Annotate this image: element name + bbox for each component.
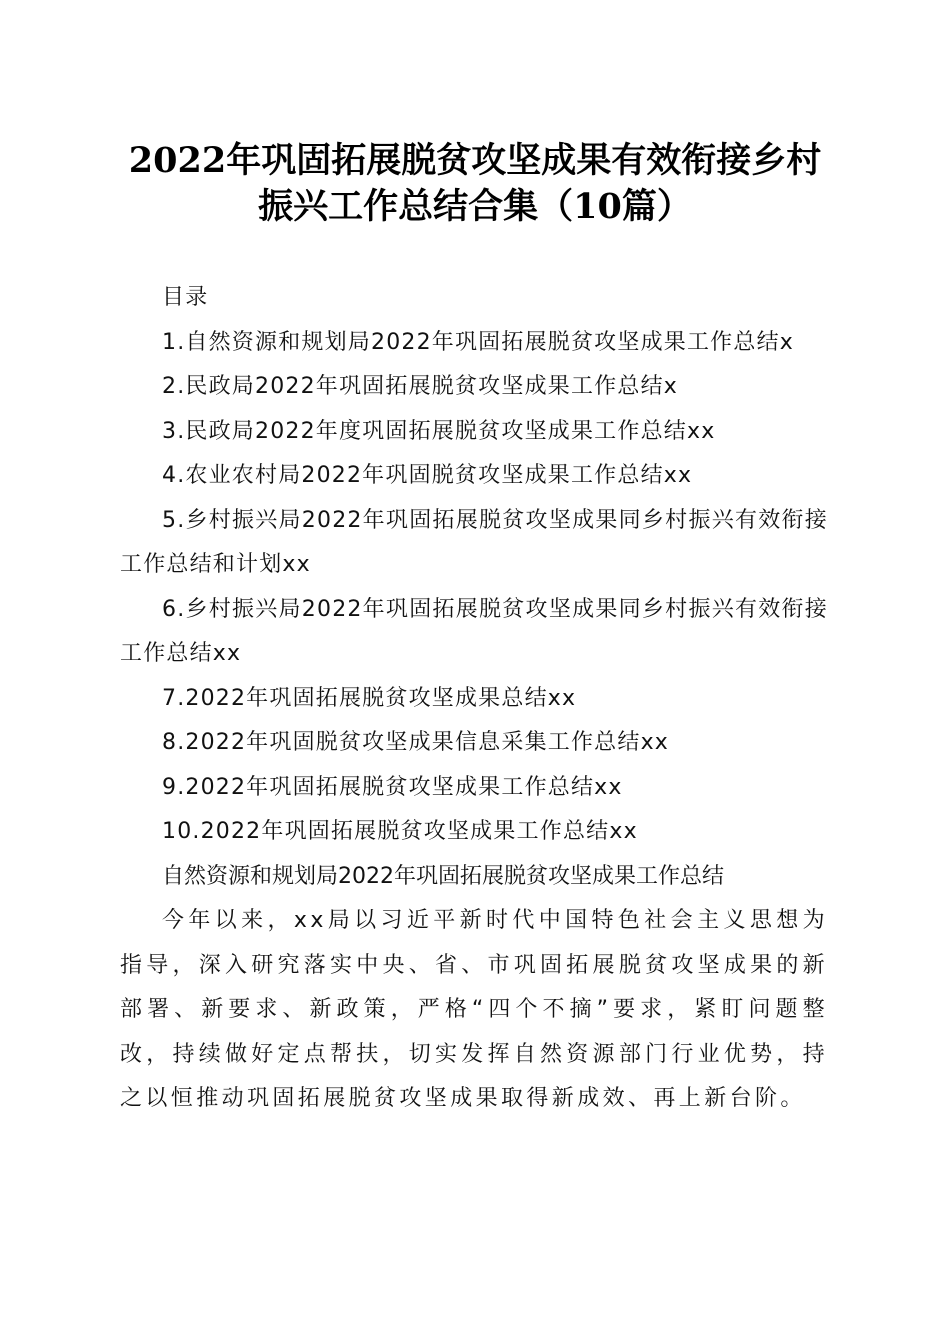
toc-item-2: 2.民政局2022年巩固拓展脱贫攻坚成果工作总结x bbox=[162, 374, 678, 399]
toc-item-10: 10.2022年巩固拓展脱贫攻坚成果工作总结xx bbox=[162, 819, 638, 844]
toc-item-3: 3.民政局2022年度巩固拓展脱贫攻坚成果工作总结xx bbox=[162, 418, 716, 444]
section-heading: 自然资源和规划局2022年巩固拓展脱贫攻坚成果工作总结 bbox=[162, 863, 724, 889]
document-body bbox=[120, 276, 828, 1122]
document-title bbox=[100, 138, 850, 230]
body-paragraph: 今年以来，xx局以习近平新时代中国特色社会主义思想为指导，深入研究落实中央、省、市巩固拓展脱贫攻坚成果的新部署、新要求、新政策，严格“四个不摘”要求，紧盯问题整改，持续做好定点帮扶，切实发挥自然资源部门行业优势，持之以恒推动巩固拓展脱贫攻坚成果取得新成效、再上新台阶。 bbox=[120, 908, 828, 1111]
toc-item-4: 4.农业农村局2022年巩固脱贫攻坚成果工作总结xx bbox=[162, 463, 693, 488]
title-line-2: 振兴工作总结合集（10篇） bbox=[258, 186, 692, 227]
toc-heading: 目录 bbox=[162, 285, 209, 310]
toc-item-5: 5.乡村振兴局2022年巩固拓展脱贫攻坚成果同乡村振兴有效衔接工作总结和计划xx bbox=[120, 507, 828, 577]
toc-item-6: 6.乡村振兴局2022年巩固拓展脱贫攻坚成果同乡村振兴有效衔接工作总结xx bbox=[120, 596, 828, 666]
toc-item-7: 7.2022年巩固拓展脱贫攻坚成果总结xx bbox=[162, 685, 577, 711]
toc-item-9: 9.2022年巩固拓展脱贫攻坚成果工作总结xx bbox=[162, 774, 623, 800]
toc-item-1: 1.自然资源和规划局2022年巩固拓展脱贫攻坚成果工作总结x bbox=[162, 329, 794, 355]
toc-item-8: 8.2022年巩固脱贫攻坚成果信息采集工作总结xx bbox=[162, 730, 670, 755]
title-line-1: 2022年巩固拓展脱贫攻坚成果有效衔接乡村 bbox=[128, 140, 822, 181]
